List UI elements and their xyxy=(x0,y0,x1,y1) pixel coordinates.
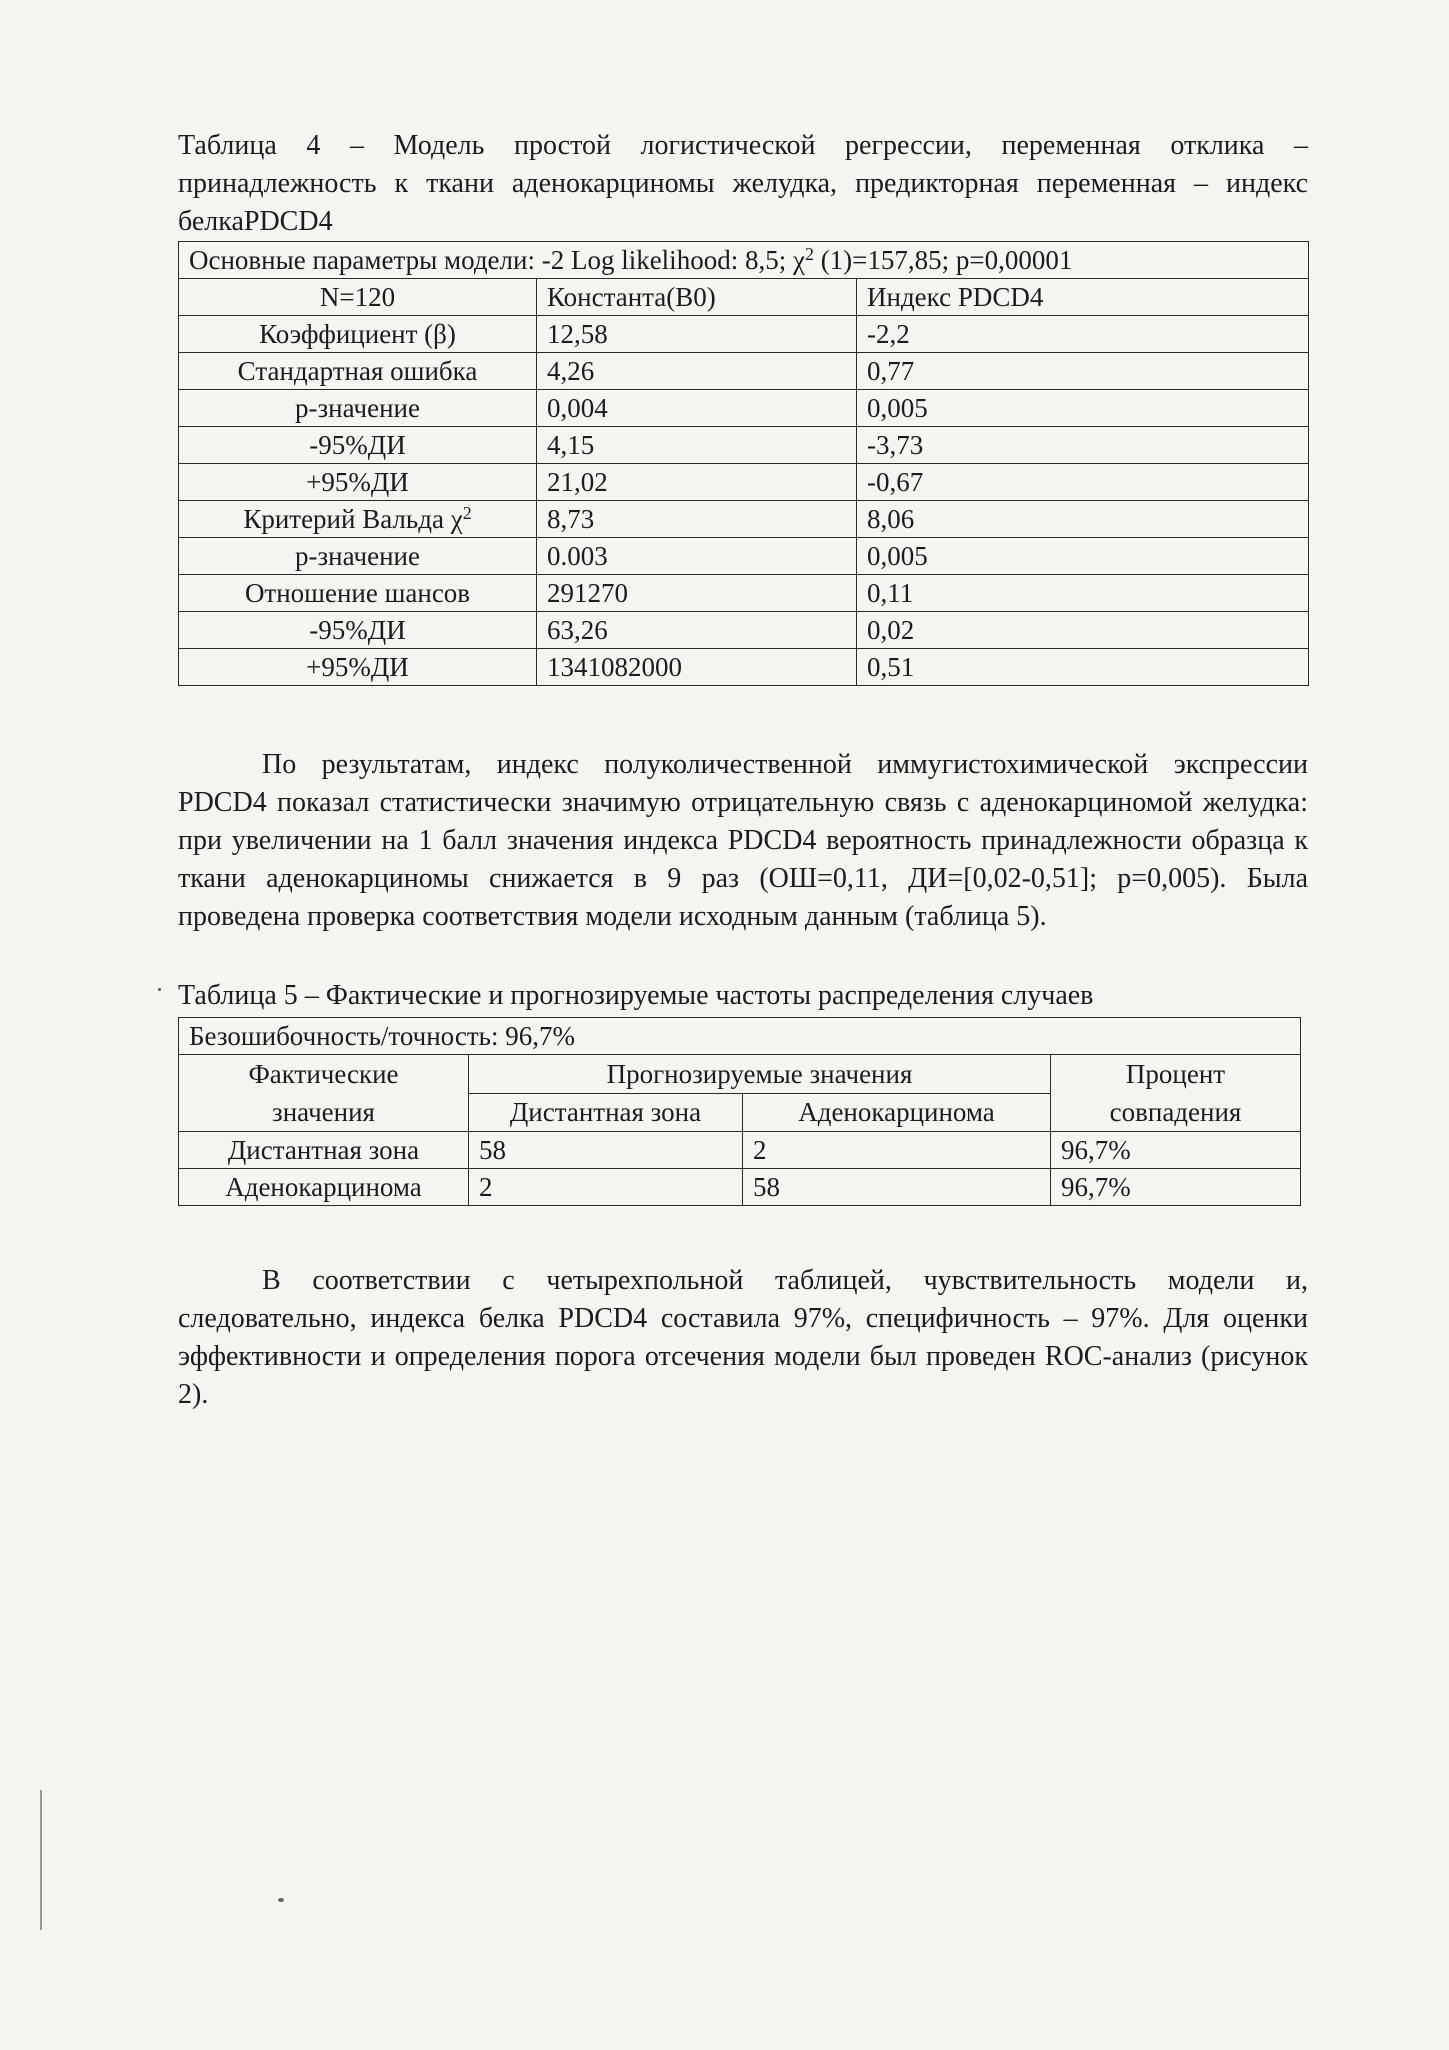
cell-value: 0,004 xyxy=(537,390,857,427)
table4-header-cell: N=120 xyxy=(179,279,537,316)
scan-edge-line xyxy=(40,1790,42,1930)
cell-value: 0,51 xyxy=(857,649,1309,686)
cell-value: 0,02 xyxy=(857,612,1309,649)
table4-params-row xyxy=(179,242,1309,279)
table5-accuracy-row xyxy=(179,1018,1301,1055)
predicted-values-header: Прогнозируемые значения xyxy=(469,1055,1051,1094)
wald-superscript: 2 xyxy=(462,503,472,523)
subheader-distant: Дистантная зона xyxy=(469,1093,743,1132)
row-label: p-значение xyxy=(179,390,537,427)
cell-value: 8,73 xyxy=(537,501,857,538)
cell-value: 63,26 xyxy=(537,612,857,649)
table-row xyxy=(179,575,1309,612)
table4-params-cell xyxy=(179,242,1309,279)
cell-value: 2 xyxy=(469,1169,743,1206)
table4 xyxy=(178,241,1309,686)
row-label: +95%ДИ xyxy=(179,464,537,501)
table5 xyxy=(178,1017,1301,1206)
table-row xyxy=(179,316,1309,353)
cell-value: 0,77 xyxy=(857,353,1309,390)
cell-value: 58 xyxy=(743,1169,1051,1206)
table4-header-row xyxy=(179,279,1309,316)
scan-dot xyxy=(158,988,161,991)
cell-value: 8,06 xyxy=(857,501,1309,538)
cell-value: 21,02 xyxy=(537,464,857,501)
row-label: Дистантная зона xyxy=(179,1132,469,1169)
scan-speck xyxy=(278,1898,284,1902)
row-label: +95%ДИ xyxy=(179,649,537,686)
row-label: Стандартная ошибка xyxy=(179,353,537,390)
row-label: Коэффициент (β) xyxy=(179,316,537,353)
cell-value: 96,7% xyxy=(1051,1132,1301,1169)
row-label: p-значение xyxy=(179,538,537,575)
table5-caption: Таблица 5 – Фактические и прогнозируемые частоты распределения случаев xyxy=(178,980,1094,1011)
actual-values-header xyxy=(179,1055,469,1132)
conclusion-paragraph: В соответствии с четырехпольной таблицей, чувствительность модели и, следовательно, индекса белка PDCD4 составила 97%, специфичность – 97%. Для оценки эффективности и определения порога отсечения модели был проведен ROC-анализ (рисунок 2). xyxy=(178,1265,1308,1410)
cell-value: 4,15 xyxy=(537,427,857,464)
cell-value: 0.003 xyxy=(537,538,857,575)
cell-value: 291270 xyxy=(537,575,857,612)
cell-value: 0,005 xyxy=(857,538,1309,575)
table-row xyxy=(179,353,1309,390)
cell-value: 96,7% xyxy=(1051,1169,1301,1206)
table-row xyxy=(179,1169,1301,1206)
subheader-adeno: Аденокарцинома xyxy=(743,1093,1051,1132)
table-row xyxy=(179,1132,1301,1169)
table4-header-cell: Индекс PDCD4 xyxy=(857,279,1309,316)
percent-header-line1: Процент xyxy=(1125,1059,1226,1089)
percent-match-header xyxy=(1051,1055,1301,1132)
cell-value: 0,11 xyxy=(857,575,1309,612)
row-label xyxy=(179,501,537,538)
table-row xyxy=(179,390,1309,427)
cell-value: 1341082000 xyxy=(537,649,857,686)
row-label: Отношение шансов xyxy=(179,575,537,612)
table-row xyxy=(179,427,1309,464)
cell-value: -3,73 xyxy=(857,427,1309,464)
cell-value: 2 xyxy=(743,1132,1051,1169)
table-row xyxy=(179,501,1309,538)
row-label: -95%ДИ xyxy=(179,427,537,464)
table-row xyxy=(179,649,1309,686)
params-prefix: Основные параметры модели: -2 Log likelihood: 8,5; χ xyxy=(189,245,805,275)
table4-header-cell: Константа(B0) xyxy=(537,279,857,316)
cell-value: -0,67 xyxy=(857,464,1309,501)
results-paragraph: По результатам, индекс полуколичественной иммугистохимической экспрессии PDCD4 показал статистически значимую отрицательную связь с аденокарциномой желудка: при увеличении на 1 балл значения индекса PDCD4 вероятность принадлежности образца к ткани аденокарциномы снижается в 9 раз (ОШ=0,11, ДИ=[0,02-0,51]; p=0,005). Была проведена проверка соответствия модели исходным данным (таблица 5). xyxy=(178,749,1308,932)
actual-header-line1: Фактические xyxy=(248,1059,399,1089)
table-row xyxy=(179,612,1309,649)
cell-value: -2,2 xyxy=(857,316,1309,353)
wald-label: Критерий Вальда χ xyxy=(243,504,463,534)
table4-caption: Таблица 4 – Модель простой логистической регрессии, переменная отклика – принадлежность к ткани аденокарциномы желудка, предикторная переменная – индекс белкаPDCD4 xyxy=(178,130,1308,237)
actual-header-line2: значения xyxy=(272,1097,375,1127)
percent-header-line2: совпадения xyxy=(1109,1097,1242,1127)
cell-value: 58 xyxy=(469,1132,743,1169)
cell-value: 12,58 xyxy=(537,316,857,353)
row-label: -95%ДИ xyxy=(179,612,537,649)
cell-value: 0,005 xyxy=(857,390,1309,427)
cell-value: 4,26 xyxy=(537,353,857,390)
accuracy-cell: Безошибочность/точность: 96,7% xyxy=(179,1018,1301,1055)
table5-header-row xyxy=(179,1055,1301,1094)
params-superscript: 2 xyxy=(804,244,814,264)
params-suffix: (1)=157,85; p=0,00001 xyxy=(813,245,1073,275)
row-label: Аденокарцинома xyxy=(179,1169,469,1206)
table-row xyxy=(179,464,1309,501)
table-row xyxy=(179,538,1309,575)
